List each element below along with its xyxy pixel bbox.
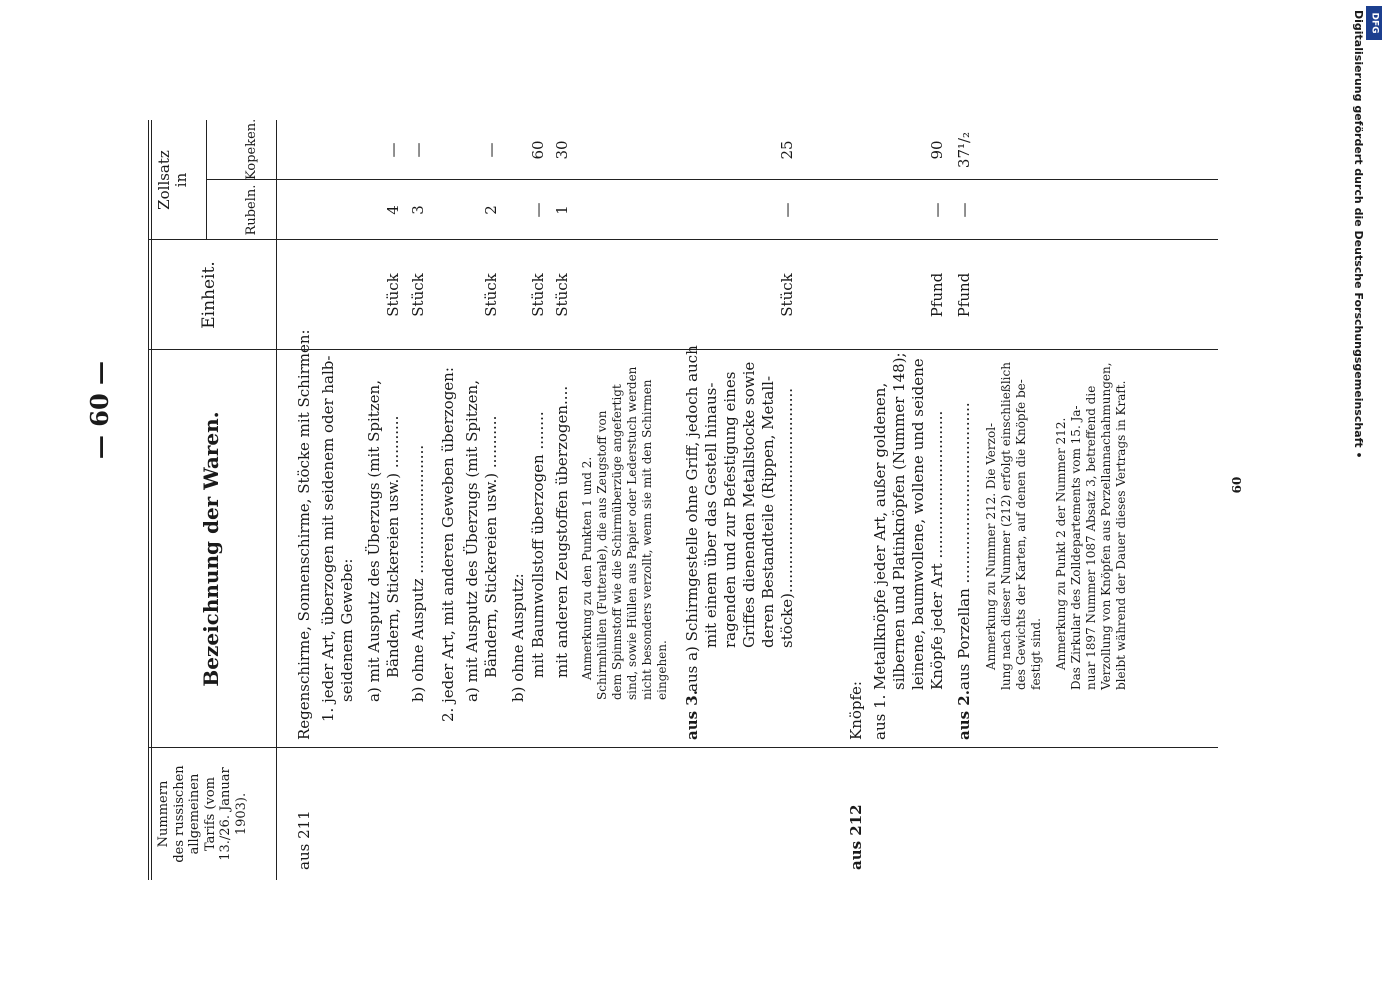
duty-subheader-rule: [206, 120, 207, 240]
unit-cell: Stück: [384, 273, 402, 317]
unit-cell: Pfund: [955, 272, 973, 318]
dfg-logo: DFG: [1366, 6, 1382, 40]
header-bottom-rule: [276, 120, 277, 880]
tariff-table: [148, 120, 1218, 880]
row-text: 2. jeder Art, mit anderen Geweben überzogen:: [439, 367, 457, 722]
note-line: des Gewichts der Karten, auf denen die Knöpfe be-: [1014, 379, 1028, 690]
subitem-prefix: aus 3.: [683, 690, 701, 740]
note-line: Schirmhüllen (Futterale), die aus Zeugstoff von: [595, 410, 609, 700]
header-unit: Einheit.: [199, 261, 219, 329]
rubles-cell: 4: [384, 205, 402, 215]
note-line: Anmerkung zu den Punkten 1 und 2.: [580, 456, 594, 680]
row-text: a) mit Ausputz des Überzugs (mit Spitzen,: [365, 380, 383, 702]
unit-cell: Stück: [482, 273, 500, 317]
kopecks-cell: —: [409, 142, 427, 158]
rubles-cell: 1: [553, 205, 571, 215]
kopecks-cell: 30: [553, 140, 571, 160]
row-text: mit anderen Zeugstoffen überzogen....: [553, 385, 571, 678]
tariff-number: aus 211: [295, 810, 313, 870]
table-top-rule-double: [151, 120, 152, 880]
kopecks-cell: 25: [778, 140, 796, 160]
row-text: Metallknöpfe jeder Art, außer goldenen,: [871, 382, 889, 690]
note-line: sind, sowie Hüllen aus Papier oder Lederstuch werden: [625, 366, 639, 700]
subitem-prefix: aus 2.: [955, 690, 973, 740]
header-kopecks: Kopeken.: [244, 118, 259, 180]
note-line: Verzollung von Knöpfen aus Porzellannachahmungen,: [1099, 362, 1113, 690]
row-text: 1. jeder Art, überzogen mit seidenem oder halb-: [319, 355, 337, 722]
note-line: nuar 1897 Nummer 1087 Absatz 3, betreffend die: [1084, 385, 1098, 690]
row-text: leinene, baumwollene, wollene und seidene: [909, 358, 927, 690]
row-text: Knöpfe:: [847, 681, 865, 740]
note-line: bleibt während der Dauer dieses Vertrags in Kraft.: [1114, 380, 1128, 690]
row-text: ragenden und zur Befestigung eines: [721, 371, 739, 648]
row-text: Knöpfe jeder Art ...............................: [928, 410, 946, 690]
kopecks-cell: 90: [928, 140, 946, 160]
rubles-cell: —: [778, 202, 796, 218]
tariff-number: aus 212: [847, 804, 865, 870]
kopecks-cell: —: [482, 142, 500, 158]
table-top-rule: [148, 120, 149, 880]
note-line: Das Zirkular des Zolldepartements vom 15. Ja-: [1069, 405, 1083, 690]
row-text: a) mit Ausputz des Überzugs (mit Spitzen,: [463, 380, 481, 702]
rubles-cell: 2: [482, 205, 500, 215]
note-line: dem Spinnstoff wie die Schirmüberzüge angefertigt: [610, 384, 624, 700]
note-line: festigt sind.: [1029, 618, 1043, 690]
rubles-cell: 3: [409, 205, 427, 215]
header-duty: Zollsatz in: [155, 150, 191, 210]
note-line: lung nach dieser Nummer (212) erfolgt einschließlich: [999, 362, 1013, 690]
column-divider: [206, 179, 1218, 180]
unit-cell: Stück: [778, 273, 796, 317]
kopecks-cell: —: [384, 142, 402, 158]
header-description: Bezeichnung der Waren.: [199, 411, 223, 687]
unit-cell: Stück: [409, 273, 427, 317]
note-line: eingehen.: [655, 640, 669, 700]
row-text: Griffes dienenden Metallstocke sowie: [740, 361, 758, 648]
subitem-prefix: aus 1.: [871, 694, 889, 740]
kopecks-cell: 37¹/₂: [955, 131, 973, 169]
kopecks-cell: 60: [529, 140, 547, 160]
row-text: mit Baumwollstoff überzogen ........: [529, 411, 547, 678]
unit-cell: Stück: [529, 273, 547, 317]
rubles-cell: —: [529, 202, 547, 218]
note-line: Anmerkung zu Nummer 212. Die Verzol-: [984, 422, 998, 670]
digitization-watermark: Digitalisierung gefördert durch die Deutsche Forschungsgemeinschaft •: [1352, 10, 1365, 459]
rubles-cell: —: [955, 202, 973, 218]
row-text: silbernen und Platinknöpfen (Nummer 148);: [890, 352, 908, 690]
row-text: b) ohne Ausputz ...........................: [409, 444, 427, 702]
header-tariff-number: Nummern des russischen allgemeinen Tarifs (vom 13./26. Januar 1903).: [156, 765, 249, 863]
row-text: aus Porzellan ......................................: [955, 402, 973, 690]
row-text: seidenem Gewebe:: [338, 558, 356, 702]
header-rubles: Rubeln.: [244, 184, 259, 236]
row-text: b) ohne Ausputz:: [509, 573, 527, 702]
note-line: Anmerkung zu Punkt 2 der Nummer 212.: [1054, 417, 1068, 670]
row-text: Bändern, Stickereien usw.) ...........: [482, 415, 500, 678]
column-divider: [148, 747, 1218, 748]
column-divider: [148, 239, 1218, 240]
page-number: — 60 —: [85, 360, 114, 460]
note-line: nicht besonders verzollt, wenn sie mit den Schirmen: [640, 379, 654, 700]
row-text: deren Bestandteile (Rippen, Metall-: [759, 375, 777, 648]
row-text: Regenschirme, Sonnenschirme, Stöcke mit Schirmen:: [295, 329, 313, 740]
row-text: aus a) Schirmgestelle ohne Griff, jedoch auch: [683, 345, 701, 692]
row-text: mit einem über das Gestell hinaus-: [702, 382, 720, 648]
row-text: stöcke)...........................................: [778, 387, 796, 648]
row-text: Bändern, Stickereien usw.) ...........: [384, 415, 402, 678]
rubles-cell: —: [928, 202, 946, 218]
unit-cell: Stück: [553, 273, 571, 317]
page-number-small: 60: [1230, 476, 1244, 494]
unit-cell: Pfund: [928, 272, 946, 318]
